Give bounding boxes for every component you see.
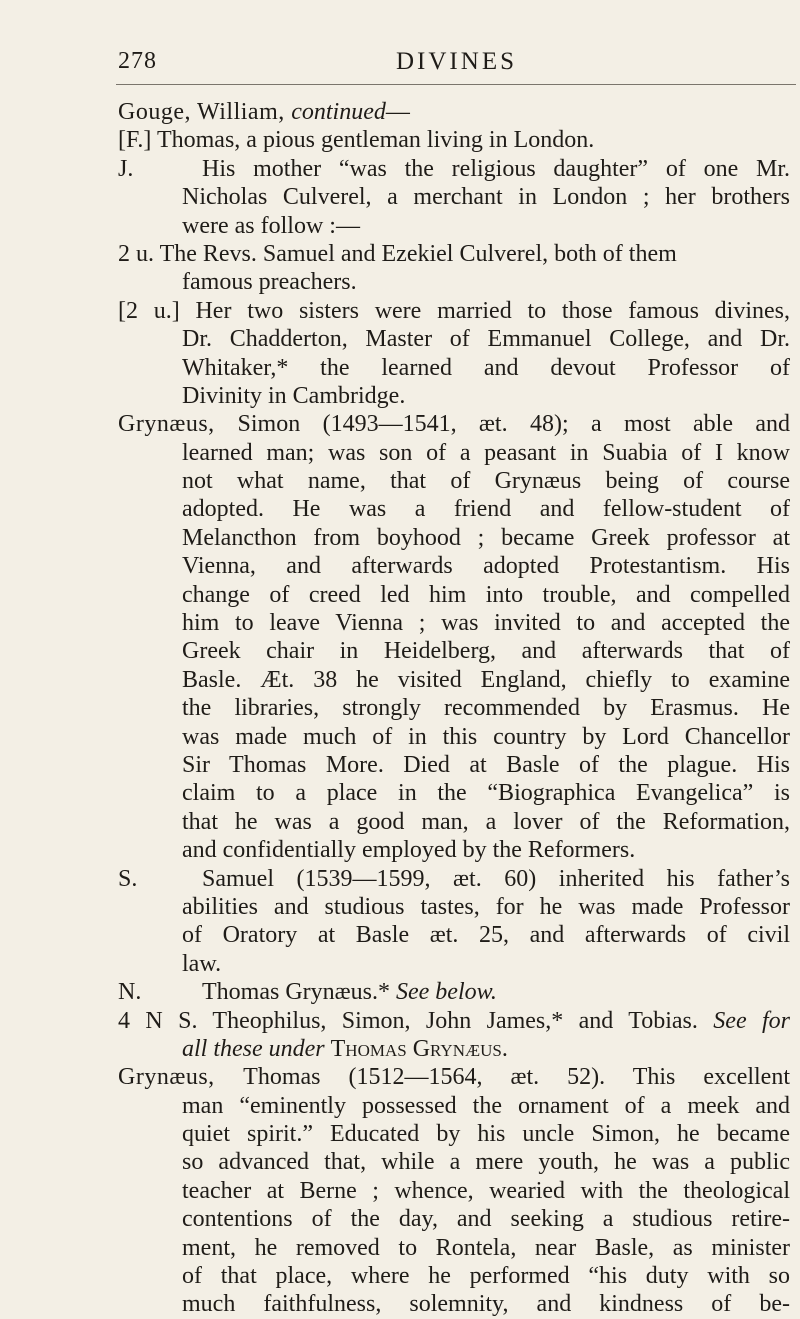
text-segment: Thomas (1512—1564, æt. 52). This excellent xyxy=(243,1064,790,1091)
text-line xyxy=(0,126,800,154)
text-line xyxy=(0,779,800,807)
line-text xyxy=(182,694,790,722)
text-line xyxy=(0,921,800,949)
text-segment: Whitaker,* the learned and devout Professor of xyxy=(182,354,790,381)
family-label: N. xyxy=(118,979,142,1006)
text-line xyxy=(0,609,800,637)
text-line xyxy=(0,751,800,779)
text-line xyxy=(0,354,800,382)
line-text xyxy=(182,921,790,949)
text-segment: [F.] Thomas, a pious gentleman living in London. xyxy=(118,127,595,154)
text-line xyxy=(0,240,800,268)
line-text xyxy=(182,1262,790,1290)
entry-text xyxy=(0,98,800,1319)
text-line xyxy=(0,694,800,722)
line-text xyxy=(182,609,790,637)
text-line xyxy=(0,98,800,126)
text-segment: See below. xyxy=(396,979,497,1006)
text-segment: of Oratory at Basle æt. 25, and afterwards of civil xyxy=(182,922,790,949)
text-segment: — xyxy=(385,99,410,125)
header-rule xyxy=(116,84,796,85)
text-segment: the libraries, strongly recommended by Erasmus. He xyxy=(182,695,790,722)
line-text xyxy=(182,439,790,467)
text-line xyxy=(0,1092,800,1120)
text-segment: Simon (1493—1541, æt. 48); a most able and xyxy=(237,411,790,438)
text-line xyxy=(0,1063,800,1091)
text-line xyxy=(0,552,800,580)
text-segment: Vienna, and afterwards adopted Protestantism. His xyxy=(182,553,790,580)
text-segment: change of creed led him into trouble, and compelled xyxy=(182,581,790,608)
text-segment: was made much of in this country by Lord Chancellor xyxy=(182,723,790,750)
text-segment: Dr. Chadderton, Master of Emmanuel College, and Dr. xyxy=(182,326,790,353)
text-segment: Basle. Æt. 38 he visited England, chiefly to examine xyxy=(182,666,790,693)
line-text xyxy=(118,410,790,438)
text-segment: law. xyxy=(182,950,222,977)
line-text xyxy=(182,666,790,694)
text-segment: claim to a place in the “Biographica Evangelica” is xyxy=(182,780,790,807)
text-segment: not what name, that of Grynæus being of course xyxy=(182,468,790,495)
entry-headword: Gouge, William, xyxy=(118,99,292,125)
text-segment: famous preachers. xyxy=(182,269,357,296)
text-segment: man “eminently possessed the ornament of a meek and xyxy=(182,1092,790,1119)
text-line xyxy=(0,978,800,1006)
text-line xyxy=(0,183,800,211)
text-segment: contentions of the day, and seeking a studious retire- xyxy=(182,1206,790,1233)
text-line xyxy=(0,155,800,183)
line-text xyxy=(118,297,790,325)
text-segment: adopted. He was a friend and fellow-student of xyxy=(182,496,790,523)
line-text xyxy=(182,183,790,211)
text-segment: ment, he removed to Rontela, near Basle, as minister xyxy=(182,1234,790,1261)
line-text xyxy=(182,808,790,836)
text-line xyxy=(0,268,800,296)
text-line xyxy=(0,950,800,978)
line-text xyxy=(182,1290,790,1318)
text-line xyxy=(0,1205,800,1233)
text-segment: teacher at Berne ; whence, wearied with the theological xyxy=(182,1177,790,1204)
text-line xyxy=(0,637,800,665)
line-text xyxy=(182,1035,790,1063)
line-text xyxy=(182,1092,790,1120)
line-text xyxy=(202,865,790,893)
page-header xyxy=(0,0,800,86)
text-segment: Thomas Grynæus. xyxy=(330,1035,508,1062)
text-line xyxy=(0,1148,800,1176)
line-text xyxy=(182,354,790,382)
line-text xyxy=(182,779,790,807)
line-text xyxy=(182,495,790,523)
entry-headword: Grynæus, xyxy=(118,411,238,438)
text-segment: 2 u. The Revs. Samuel and Ezekiel Culverel, both of them xyxy=(118,240,677,267)
text-line xyxy=(0,297,800,325)
line-text xyxy=(182,467,790,495)
line-text xyxy=(182,1205,790,1233)
line-text xyxy=(182,524,790,552)
text-line xyxy=(0,1007,800,1035)
text-segment: that he was a good man, a lover of the Reformation, xyxy=(182,808,790,835)
line-text xyxy=(182,723,790,751)
line-text xyxy=(182,637,790,665)
text-segment: of that place, where he performed “his duty with so xyxy=(182,1263,790,1290)
text-segment: continued xyxy=(291,99,386,125)
text-segment: Greek chair in Heidelberg, and afterwards that of xyxy=(182,638,790,665)
text-segment: Divinity in Cambridge. xyxy=(182,382,406,409)
text-line xyxy=(0,439,800,467)
line-text xyxy=(182,581,790,609)
text-segment: so advanced that, while a mere youth, he was a public xyxy=(182,1149,790,1176)
text-segment: much faithfulness, solemnity, and kindness of be- xyxy=(182,1291,790,1318)
text-line xyxy=(0,382,800,410)
line-text xyxy=(182,552,790,580)
text-line xyxy=(0,581,800,609)
text-segment: and confidentially employed by the Reformers. xyxy=(182,837,636,864)
text-segment: 4 N S. Theophilus, Simon, John James,* and Tobias. xyxy=(118,1007,714,1034)
line-text xyxy=(182,212,790,240)
entry-headword: Grynæus, xyxy=(118,1064,244,1091)
line-text xyxy=(182,751,790,779)
text-segment: Melancthon from boyhood ; became Greek professor at xyxy=(182,524,790,551)
text-line xyxy=(0,325,800,353)
text-line xyxy=(0,1290,800,1318)
line-text xyxy=(118,126,790,154)
line-text xyxy=(182,1148,790,1176)
text-line xyxy=(0,808,800,836)
family-label: J. xyxy=(118,155,134,182)
text-line xyxy=(0,524,800,552)
text-segment: Samuel (1539—1599, æt. 60) inherited his father’s xyxy=(202,865,790,892)
text-segment: him to leave Vienna ; was invited to and accepted the xyxy=(182,610,790,637)
text-segment: Thomas Grynæus.* xyxy=(202,979,396,1006)
text-line xyxy=(0,1234,800,1262)
line-text xyxy=(182,268,790,296)
text-line xyxy=(0,1262,800,1290)
text-segment: Nicholas Culverel, a merchant in London ; her brothers xyxy=(182,184,790,211)
text-segment: See for xyxy=(713,1007,790,1034)
text-line xyxy=(0,410,800,438)
line-text xyxy=(182,1120,790,1148)
text-segment: His mother “was the religious daughter” of one Mr. xyxy=(202,155,790,182)
line-text xyxy=(182,836,790,864)
line-text xyxy=(118,1007,790,1035)
text-line xyxy=(0,1177,800,1205)
line-text xyxy=(118,1063,790,1091)
text-segment: quiet spirit.” Educated by his uncle Simon, he became xyxy=(182,1121,790,1148)
text-segment: learned man; was son of a peasant in Suabia of I know xyxy=(182,439,790,466)
text-line xyxy=(0,1035,800,1063)
text-line xyxy=(0,836,800,864)
line-text xyxy=(182,325,790,353)
text-line xyxy=(0,865,800,893)
family-label: S. xyxy=(118,865,138,892)
text-segment: [2 u.] Her two sisters were married to those famous divines, xyxy=(118,297,790,324)
text-line xyxy=(0,666,800,694)
line-text xyxy=(182,950,790,978)
text-line xyxy=(0,212,800,240)
text-line xyxy=(0,495,800,523)
line-text xyxy=(202,978,790,1006)
line-text xyxy=(182,1177,790,1205)
text-segment: all these under xyxy=(182,1035,331,1062)
line-text xyxy=(202,155,790,183)
text-segment: abilities and studious tastes, for he was made Professor xyxy=(182,893,790,920)
text-line xyxy=(0,467,800,495)
line-text xyxy=(118,240,790,268)
text-line xyxy=(0,893,800,921)
page-number: 278 xyxy=(118,48,157,74)
text-line xyxy=(0,723,800,751)
line-text xyxy=(182,382,790,410)
text-segment: were as follow :— xyxy=(182,212,360,239)
line-text xyxy=(182,1234,790,1262)
text-line xyxy=(0,1120,800,1148)
line-text xyxy=(118,98,790,126)
text-segment: Sir Thomas More. Died at Basle of the plague. His xyxy=(182,751,790,778)
running-head: DIVINES xyxy=(396,48,517,75)
line-text xyxy=(182,893,790,921)
